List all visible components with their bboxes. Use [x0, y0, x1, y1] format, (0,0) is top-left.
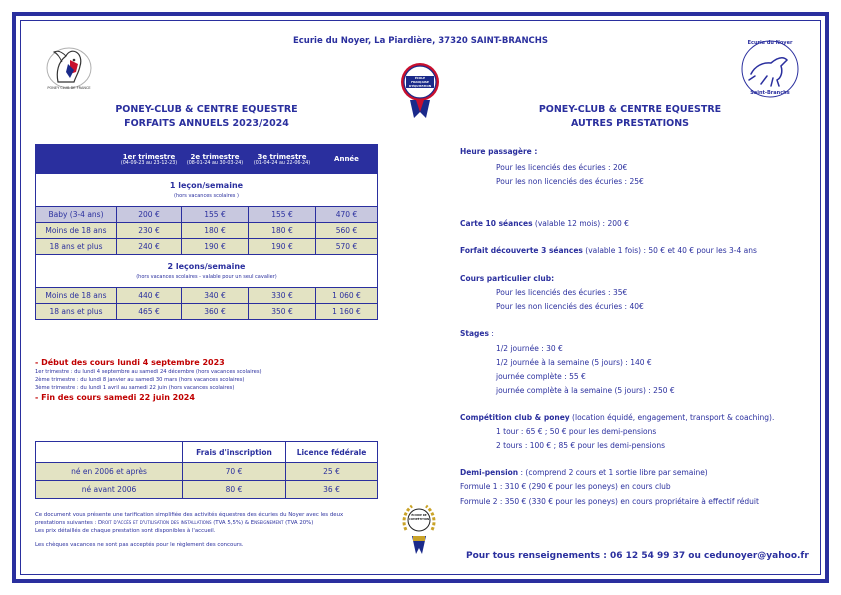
header-year — [316, 145, 378, 174]
row-label: né avant 2006 — [36, 481, 183, 499]
cours-item-1: Pour les licenciés des écuries : 35€ — [496, 288, 628, 297]
competition-line — [460, 413, 774, 422]
note-2b: Droit d'accès et d'utilisation des installations — [98, 520, 212, 526]
cell-year: 470 € — [316, 207, 378, 223]
forfait-rest: (valable 1 fois) : 50 € et 40 € pour les 3-4 ans — [582, 246, 757, 255]
table-row — [36, 288, 378, 304]
header-t3-label: 3e trimestre — [257, 152, 307, 161]
header-t2 — [182, 145, 249, 174]
stages-item-3: journée complète : 55 € — [496, 372, 586, 381]
table-row — [36, 304, 378, 320]
cell-t1: 200 € — [117, 207, 182, 223]
header-empty-cell — [36, 145, 117, 174]
cell-t1: 440 € — [117, 288, 182, 304]
stages-line — [460, 329, 494, 338]
competition-rest: (location équidé, engagement, transport & coaching). — [569, 413, 775, 422]
forfaits-header-row — [36, 145, 378, 174]
section-1-title: 1 leçon/semaine — [169, 181, 244, 190]
note-2e: (TVA 20%) — [283, 520, 314, 526]
cell-t2: 155 € — [182, 207, 249, 223]
header-t3-dates: (01-04-24 au 22-06-24) — [253, 160, 311, 166]
cell-licence: 36 € — [286, 481, 378, 499]
trimestre-3-info: 3ème trimestre : du lundi 1 avril au samedi 22 juin (hors vacances scolaires) — [35, 385, 235, 391]
trimestre-2-info: 2ème trimestre : du lundi 8 janvier au samedi 30 mars (hors vacances scolaires) — [35, 377, 245, 383]
section-1-sub: (hors vacances scolaires ) — [174, 193, 239, 199]
forfaits-table — [35, 144, 378, 320]
section-1-lecon — [36, 174, 378, 207]
section-2-cell — [36, 255, 378, 288]
note-2a: prestations suivantes : — [35, 520, 99, 526]
competition-logo-text: ÉCURIE DE COMPÉTITION — [409, 514, 430, 521]
left-subtitle: FORFAITS ANNUELS 2023/2024 — [124, 118, 289, 129]
header-year-label: Année — [334, 155, 359, 163]
cell-t3: 330 € — [249, 288, 316, 304]
header-t1-label: 1er trimestre — [122, 152, 176, 161]
cell-inscription: 80 € — [183, 481, 286, 499]
frais-header-inscription: Frais d'inscription — [183, 442, 286, 463]
note-2d: Enseignement — [250, 520, 284, 526]
stages-item-4: journée complète à la semaine (5 jours) : 250 € — [496, 386, 675, 395]
cell-t2: 360 € — [182, 304, 249, 320]
debut-cours: - Début des cours lundi 4 septembre 2023 — [35, 358, 225, 367]
demi-pension-item-1: Formule 1 : 310 € (290 € pour les poneys) en cours club — [460, 482, 671, 491]
ffe-logo — [398, 60, 442, 122]
frais-empty-cell — [36, 442, 183, 463]
section-1-cell — [36, 174, 378, 207]
header-t1 — [117, 145, 182, 174]
competition-item-1: 1 tour : 65 € ; 50 € pour les demi-pensions — [496, 427, 657, 436]
poney-club-logo — [40, 42, 98, 94]
ecurie-logo-bottom-text: Saint-Branchs — [750, 90, 790, 96]
right-title: PONEY-CLUB & CENTRE EQUESTRE — [538, 104, 722, 115]
table-row — [36, 463, 378, 481]
heure-item-2: Pour les non licenciés des écuries : 25€ — [496, 177, 644, 186]
cell-year: 570 € — [316, 239, 378, 255]
competition-item-2: 2 tours : 100 € ; 85 € pour les demi-pensions — [496, 441, 665, 450]
cell-t1: 230 € — [117, 223, 182, 239]
section-2-sub: (hors vacances scolaires - valable pour un seul cavalier) — [136, 274, 277, 280]
demi-pension-item-2: Formule 2 : 350 € (330 € pour les poneys) en cours propriétaire à effectif réduit — [460, 497, 759, 506]
cours-title: Cours particulier club: — [460, 274, 555, 283]
cell-inscription: 70 € — [183, 463, 286, 481]
frais-table — [35, 441, 378, 499]
ecurie-logo-top-text: Ecurie du Noyer — [747, 40, 793, 46]
cell-year: 1 160 € — [316, 304, 378, 320]
header-t2-label: 2e trimestre — [190, 152, 240, 161]
left-title: PONEY-CLUB & CENTRE EQUESTRE — [115, 104, 298, 115]
note-line-2 — [35, 519, 395, 527]
cell-t3: 180 € — [249, 223, 316, 239]
cell-t3: 155 € — [249, 207, 316, 223]
carte-bold: Carte 10 séances — [460, 219, 533, 228]
row-label: Baby (3-4 ans) — [36, 207, 117, 223]
note-2c: (TVA 5,5%) & — [211, 520, 251, 526]
table-row — [36, 223, 378, 239]
cell-licence: 25 € — [286, 463, 378, 481]
row-label: Moins de 18 ans — [36, 288, 117, 304]
ffe-logo-text: ÉCOLE FRANÇAISE D'ÉQUITATION — [408, 76, 432, 88]
note-line-1: Ce document vous présente une tarification simplifiée des activités équestres des écuries du Noyer avec les deux — [35, 512, 344, 518]
carte-rest: (valable 12 mois) : 200 € — [532, 219, 629, 228]
forfait-line — [460, 246, 757, 255]
cours-item-2: Pour les non licenciés des écuries : 40€ — [496, 302, 644, 311]
cell-t1: 465 € — [117, 304, 182, 320]
stages-item-2: 1/2 journée à la semaine (5 jours) : 140 € — [496, 358, 652, 367]
header-t1-dates: (04-09-23 au 23-12-23) — [120, 160, 178, 166]
cell-t2: 190 € — [182, 239, 249, 255]
cell-t1: 240 € — [117, 239, 182, 255]
header-t3 — [249, 145, 316, 174]
carte-line — [460, 219, 629, 228]
stages-rest: : — [488, 329, 494, 338]
ecurie-logo — [737, 36, 803, 102]
fin-cours: - Fin des cours samedi 22 juin 2024 — [35, 393, 195, 402]
table-row — [36, 239, 378, 255]
stages-item-1: 1/2 journée : 30 € — [496, 344, 563, 353]
note-line-3: Les prix détaillés de chaque prestation sont disponibles à l'accueil. — [35, 528, 216, 534]
row-label: 18 ans et plus — [36, 239, 117, 255]
cell-t3: 190 € — [249, 239, 316, 255]
table-row — [36, 481, 378, 499]
right-subtitle: AUTRES PRESTATIONS — [570, 118, 690, 129]
cell-t2: 340 € — [182, 288, 249, 304]
row-label: 18 ans et plus — [36, 304, 117, 320]
competition-logo — [398, 500, 440, 558]
frais-header-licence: Licence fédérale — [286, 442, 378, 463]
header-address: Ecurie du Noyer, La Piardière, 37320 SAINT-BRANCHS — [292, 36, 549, 46]
stages-bold: Stages — [460, 329, 489, 338]
trimestre-1-info: 1er trimestre : du lundi 4 septembre au samedi 24 décembre (hors vacances scolaires) — [35, 369, 262, 375]
cell-t3: 350 € — [249, 304, 316, 320]
demi-pension-rest: : (comprend 2 cours et 1 sortie libre par semaine) — [518, 468, 708, 477]
rosette-icon — [398, 60, 442, 122]
section-2-title: 2 leçons/semaine — [167, 262, 246, 271]
competition-bold: Compétition club & poney — [460, 413, 570, 422]
heure-title: Heure passagère : — [460, 147, 538, 156]
frais-header-row — [36, 442, 378, 463]
forfait-bold: Forfait découverte 3 séances — [460, 246, 583, 255]
section-2-lecons — [36, 255, 378, 288]
cell-year: 1 060 € — [316, 288, 378, 304]
demi-pension-line — [460, 468, 708, 477]
row-label: né en 2006 et après — [36, 463, 183, 481]
table-row — [36, 207, 378, 223]
cell-year: 560 € — [316, 223, 378, 239]
row-label: Moins de 18 ans — [36, 223, 117, 239]
contact-info[interactable]: Pour tous renseignements : 06 12 54 99 37 ou cedunoyer@yahoo.fr — [466, 551, 809, 561]
heure-item-1: Pour les licenciés des écuries : 20€ — [496, 163, 628, 172]
laurel-icon — [398, 500, 440, 558]
cell-t2: 180 € — [182, 223, 249, 239]
demi-pension-bold: Demi-pension — [460, 468, 519, 477]
poney-club-logo-text: PONEY CLUB DE FRANCE — [47, 86, 91, 90]
note-line-4: Les chèques vacances ne sont pas acceptés pour le règlement des concours. — [35, 542, 244, 548]
header-t2-dates: (08-01-24 au 30-03-24) — [186, 160, 244, 166]
